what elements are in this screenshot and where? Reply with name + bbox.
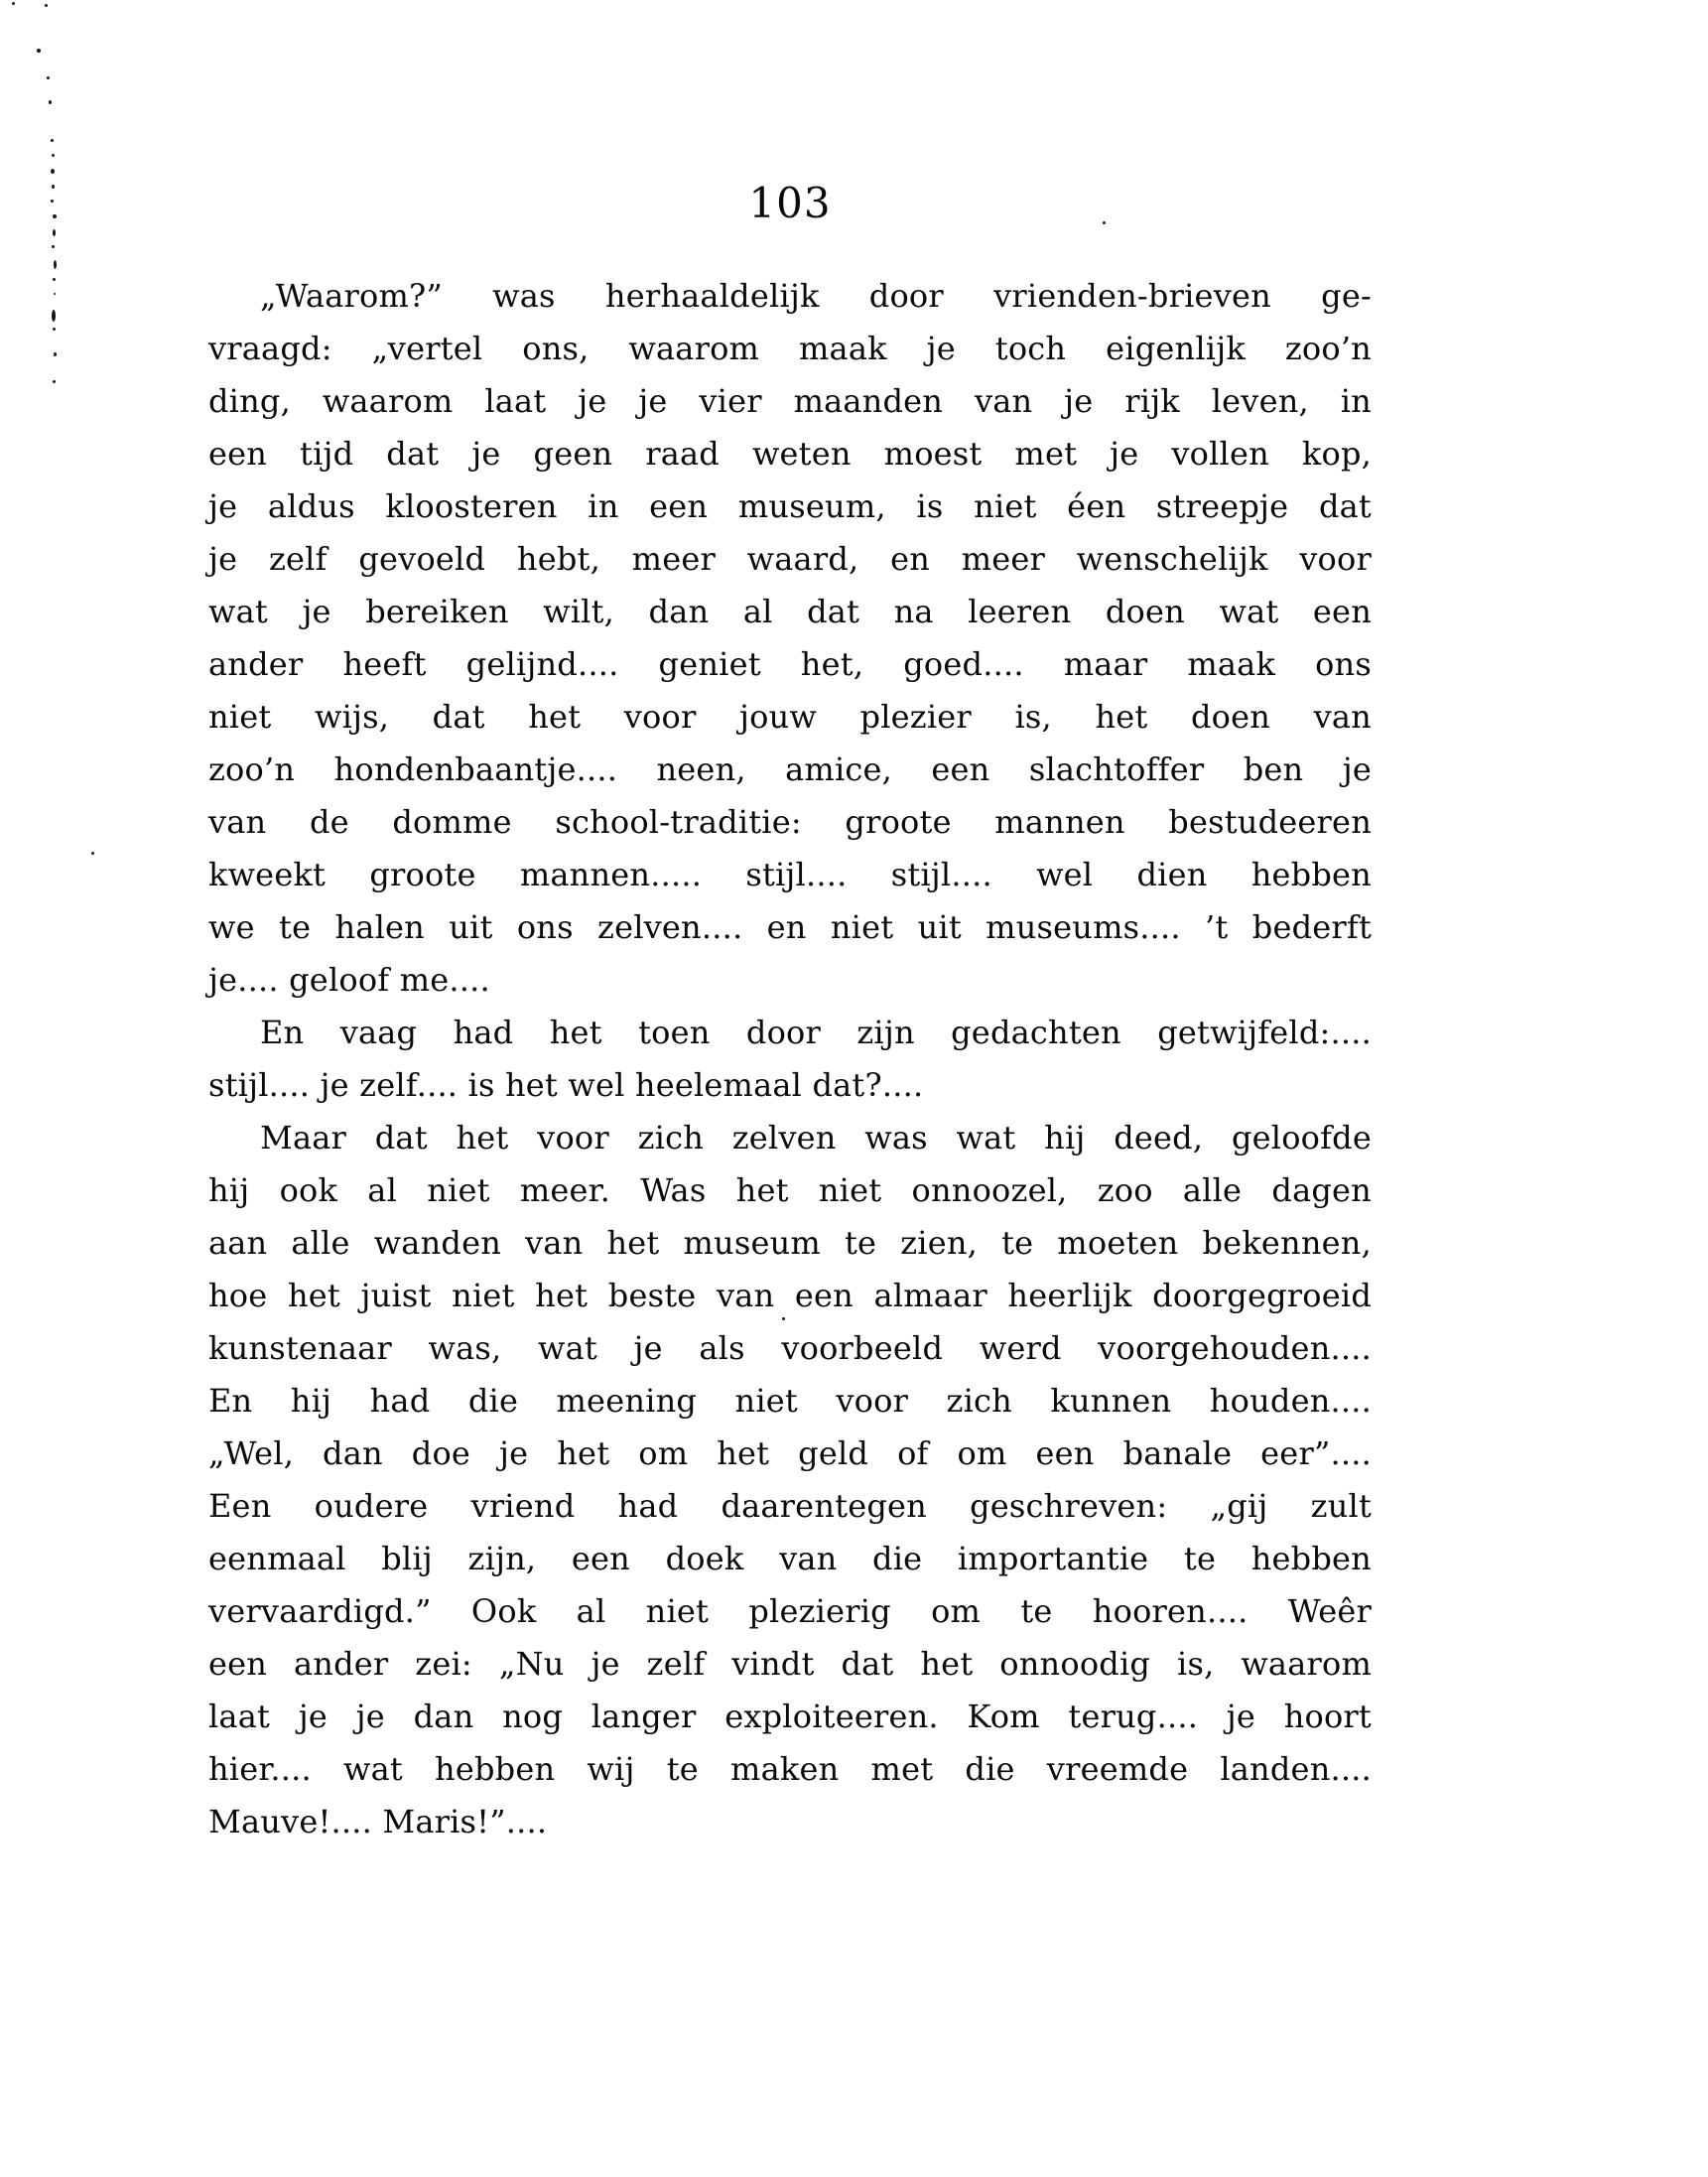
text-line: wat je bereiken wilt, dan al dat na leeren doen wat een [208, 593, 1372, 630]
scan-speck [91, 852, 94, 855]
text-line: laat je je dan nog langer exploiteeren. Kom terug.... je hoort [208, 1698, 1372, 1735]
scan-speck [52, 154, 55, 157]
scan-speck [54, 260, 57, 269]
scan-speck [52, 185, 55, 189]
text-line: „Wel, dan doe je het om het geld of om een banale eer”.... [208, 1434, 1372, 1472]
scan-speck [45, 4, 48, 7]
text-line: kunstenaar was, wat je als voorbeeld werd voorgehouden.... [208, 1329, 1372, 1367]
text-line: vervaardigd.” Ook al niet plezierig om te hooren.... Weêr [208, 1592, 1372, 1630]
scan-speck [52, 245, 55, 248]
scan-speck [54, 293, 56, 295]
text-line: vraagd: „vertel ons, waarom maak je toch eigenlijk zoo’n [208, 330, 1372, 367]
text-line: hier.... wat hebben wij te maken met die vreemde landen.... [208, 1750, 1372, 1788]
text-line: van de domme school-traditie: groote mannen bestudeeren [208, 803, 1372, 841]
scan-speck [54, 352, 57, 356]
text-line: Maar dat het voor zich zelven was wat hij deed, geloofde [260, 1119, 1372, 1157]
text-line: niet wijs, dat het voor jouw plezier is, het doen van [208, 698, 1372, 736]
text-line: we te halen uit ons zelven.... en niet uit museums.... ’t bederft [208, 908, 1372, 946]
scan-speck [53, 380, 56, 383]
text-line: ander heeft gelijnd.... geniet het, goed.... maar maak ons [208, 645, 1372, 683]
scan-speck [12, 2, 15, 5]
page-number: 103 [748, 179, 832, 227]
text-line: kweekt groote mannen..... stijl.... stijl.... wel dien hebben [208, 856, 1372, 893]
scan-speck [53, 328, 56, 331]
text-line: eenmaal blij zijn, een doek van die importantie te hebben [208, 1540, 1372, 1577]
text-line: een tijd dat je geen raad weten moest met je vollen kop, [208, 435, 1372, 473]
text-line: je zelf gevoeld hebt, meer waard, en meer wenschelijk voor [208, 540, 1372, 578]
text-line: Een oudere vriend had daarentegen geschreven: „gij zult [208, 1487, 1372, 1525]
text-line: En hij had die meening niet voor zich kunnen houden.... [208, 1382, 1372, 1420]
scan-speck [51, 139, 54, 142]
scan-speck [51, 200, 54, 203]
scan-speck [47, 76, 50, 79]
scan-speck [51, 169, 55, 174]
text-line: En vaag had het toen door zijn gedachten getwijfeld:.... [260, 1014, 1372, 1051]
scan-speck [37, 49, 41, 53]
body-text [208, 270, 1372, 1848]
scan-speck [52, 310, 56, 322]
text-line: je aldus kloosteren in een museum, is niet éen streepje dat [208, 487, 1372, 525]
text-line: je.... geloof me.... [208, 961, 490, 999]
text-line: stijl.... je zelf.... is het wel heelemaal dat?.... [208, 1066, 924, 1104]
scan-speck [53, 229, 56, 236]
text-line: hoe het juist niet het beste van een almaar heerlijk doorgegroeid [208, 1277, 1372, 1314]
text-line: „Waarom?” was herhaaldelijk door vrienden-brieven ge- [260, 277, 1372, 315]
text-line: hij ook al niet meer. Was het niet onnoozel, zoo alle dagen [208, 1171, 1372, 1209]
text-line: een ander zei: „Nu je zelf vindt dat het onnoodig is, waarom [208, 1645, 1372, 1683]
text-line: zoo’n hondenbaantje.... neen, amice, een slachtoffer ben je [208, 750, 1372, 788]
text-line: Mauve!.... Maris!”.... [208, 1803, 548, 1840]
text-line: aan alle wanden van het museum te zien, te moeten bekennen, [208, 1224, 1372, 1262]
scan-speck [53, 214, 57, 218]
text-line: ding, waarom laat je je vier maanden van je rijk leven, in [208, 382, 1372, 420]
scan-speck [49, 100, 52, 104]
scan-speck [53, 278, 56, 281]
